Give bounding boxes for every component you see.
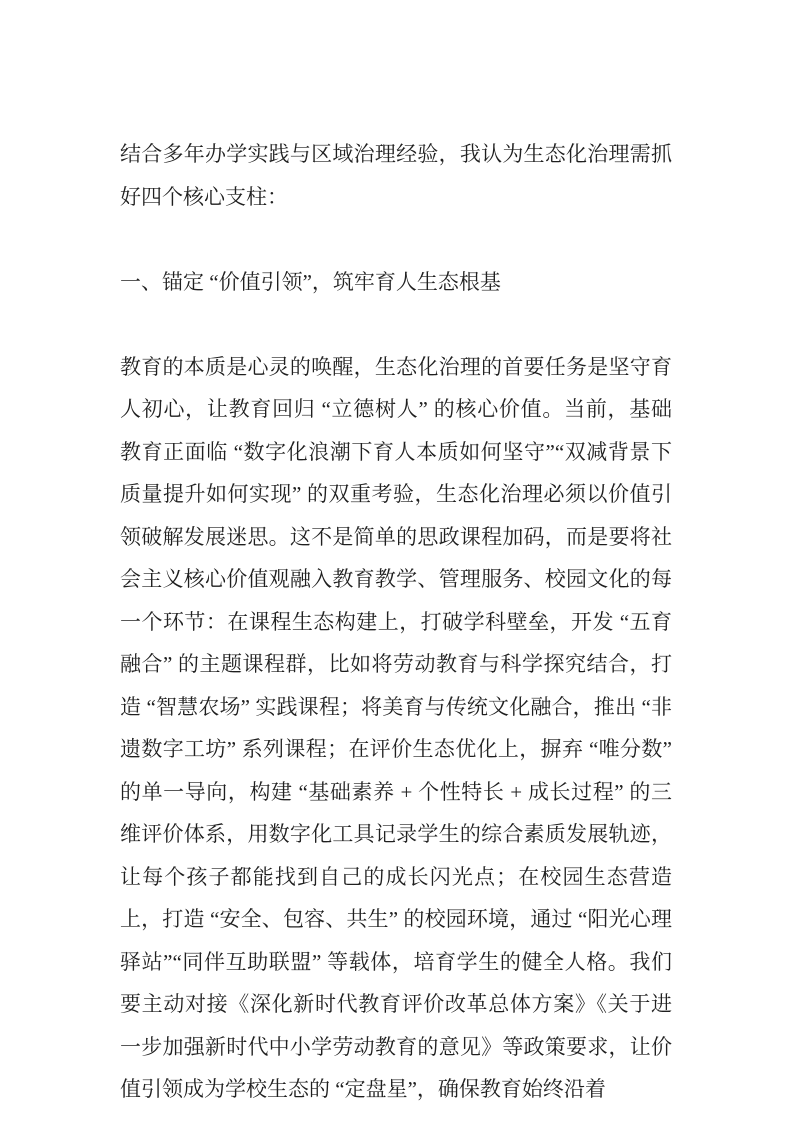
intro-paragraph: 结合多年办学实践与区域治理经验，我认为生态化治理需抓好四个核心支柱： [120,142,672,209]
section-heading: 一、锚定 “价值引领”，筑牢育人生态根基 [120,269,501,294]
body-paragraph: 教育的本质是心灵的唤醒，生态化治理的首要任务是坚守育人初心，让教育回归 “立德树人” 的核心价值。当前，基础教育正面临 “数字化浪潮下育人本质如何坚守”“双减背景下质量提升如何实现” 的双重考验，生态化治理必须以价值引领破解发展迷思。这不是简单的思政课程加码，而是要将社会主义核心价值观融入教育教学、管理服务、校园文化的每一个环节：在课程生态构建上，打破学科壁垒，开发 “五育融合” 的主题课程群，比如将劳动教育与科学探究结合，打造 “智慧农场” 实践课程；将美育与传统文化融合，推出 “非遗数字工坊” 系列课程；在评价生态优化上，摒弃 “唯分数” 的单一导向，构建 “基础素养 + 个性特长 + 成长过程” 的三维评价体系，用数字化工具记录学生的综合素质发展轨迹，让每个孩子都能找到自己的成长闪光点；在校园生态营造上，打造 “安全、包容、共生” 的校园环境，通过 “阳光心理驿站”“同伴互助联盟” 等载体，培育学生的健全人格。我们要主动对接《深化新时代教育评价改革总体方案》《关于进一步加强新时代中小学劳动教育的意见》等政策要求，让价值引领成为学校生态的 “定盘星”，确保教育始终沿着 [120,354,672,1101]
